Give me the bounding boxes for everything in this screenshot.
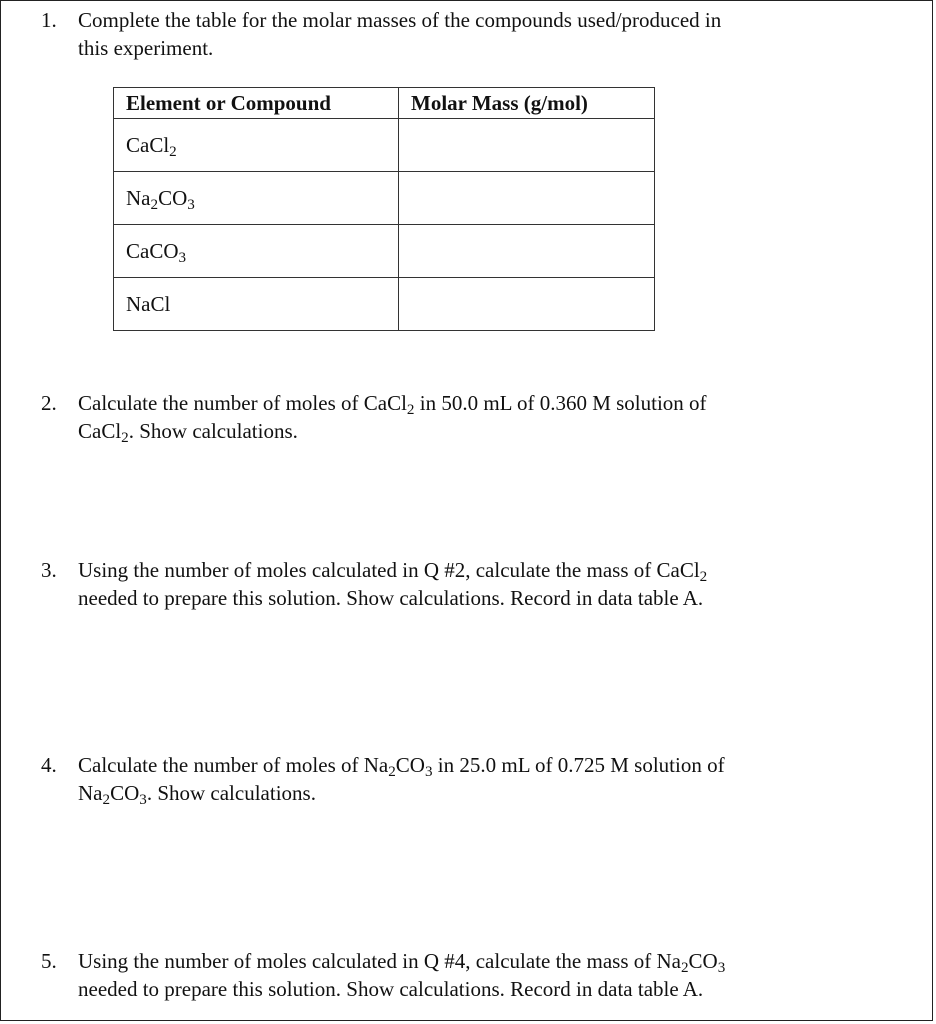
question-number: 4. [41, 753, 57, 777]
question-number: 3. [41, 558, 57, 582]
question-number: 2. [41, 391, 57, 415]
molar-mass-input-cell[interactable] [399, 172, 655, 225]
table-row [114, 119, 655, 172]
molar-mass-input-cell[interactable] [399, 119, 655, 172]
molar-mass-table [113, 87, 655, 331]
question-text: this experiment. [78, 36, 214, 60]
column-header-compound: Element or Compound [114, 88, 399, 119]
table-row [114, 278, 655, 331]
column-header-molar-mass: Molar Mass (g/mol) [399, 88, 655, 119]
molar-mass-input-cell[interactable] [399, 278, 655, 331]
question-text: Complete the table for the molar masses of the compounds used/produced in [78, 8, 722, 32]
compound-cell: CaCO$_3$ [114, 225, 399, 278]
question-text: Using the number of moles calculated in Q #2, calculate the mass of CaCl$_2$ needed to prepare this solution. Show calculations. Record in data table A. [78, 558, 708, 610]
compound-cell: CaCl$_2$ [114, 119, 399, 172]
question-text: Using the number of moles calculated in Q #4, calculate the mass of $Na_2CO_3$ needed to prepare this solution. Show calculations. Record in data table A. [78, 949, 726, 1001]
compound-cell: NaCl [114, 278, 399, 331]
molar-mass-input-cell[interactable] [399, 225, 655, 278]
table-header-row [114, 88, 655, 119]
compound-cell: $Na_2CO_3$ [114, 172, 399, 225]
table-row [114, 172, 655, 225]
question-text: Calculate the number of moles of $Na_2CO_3$ in 25.0 mL of 0.725 M solution of $Na_2CO_3$. Show calculations. [78, 753, 725, 808]
question-text: Calculate the number of moles of CaCl$_2$ in 50.0 mL of 0.360 M solution of CaCl$_2$. Show calculations. [78, 391, 707, 446]
question-number: 5. [41, 949, 57, 973]
table-row [114, 225, 655, 278]
question-number: 1. [41, 8, 57, 32]
